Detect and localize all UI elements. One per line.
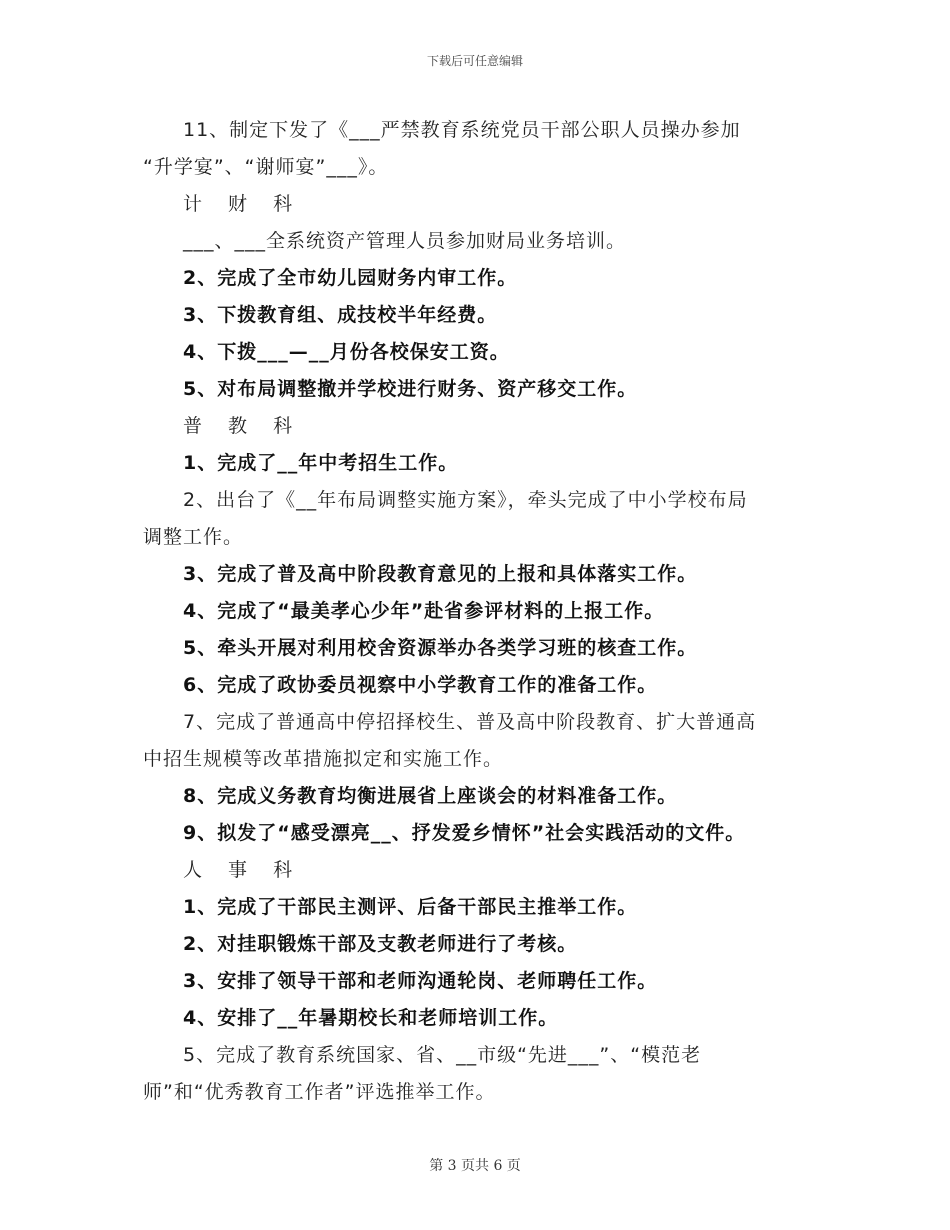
text-line: 3、下拨教育组、成技校半年经费。: [183, 304, 498, 326]
text-line: 4、安排了__年暑期校长和老师培训工作。: [183, 1007, 559, 1029]
text-line: 8、完成义务教育均衡进展省上座谈会的材料准备工作。: [183, 785, 678, 807]
text-line: 调整工作。: [143, 526, 244, 548]
section-heading: 人 事 科: [183, 859, 303, 881]
text-line: 1、完成了干部民主测评、后备干部民主推举工作。: [183, 896, 638, 918]
text-line: 4、下拨___—__月份各校保安工资。: [183, 341, 510, 363]
text-line: 2、对挂职锻炼干部及支教老师进行了考核。: [183, 933, 578, 955]
text-line: 3、完成了普及高中阶段教育意见的上报和具体落实工作。: [183, 563, 698, 585]
text-line: 2、出台了《__年布局调整实施方案》，牵头完成了中小学校布局: [183, 489, 748, 511]
text-line: 中招生规模等改革措施拟定和实施工作。: [143, 748, 504, 770]
text-line: 7、完成了普通高中停招择校生、普及高中阶段教育、扩大普通高: [183, 711, 757, 733]
text-line: 5、对布局调整撤并学校进行财务、资产移交工作。: [183, 378, 638, 400]
text-line: 5、完成了教育系统国家、省、__市级“先进___”、“模范老: [183, 1044, 702, 1066]
text-line: 2、完成了全市幼儿园财务内审工作。: [183, 267, 518, 289]
text-line: 11、制定下发了《___严禁教育系统党员干部公职人员操办参加: [183, 119, 741, 141]
text-line: 师”和“优秀教育工作者”评选推举工作。: [143, 1081, 496, 1103]
document-body: [143, 112, 815, 1111]
text-line: 6、完成了政协委员视察中小学教育工作的准备工作。: [183, 674, 658, 696]
text-line: ___、___全系统资产管理人员参加财局业务培训。: [183, 230, 627, 252]
text-line: 3、安排了领导干部和老师沟通轮岗、老师聘任工作。: [183, 970, 658, 992]
text-line: 4、完成了“最美孝心少年”赴省参评材料的上报工作。: [183, 600, 665, 622]
page-header: 下载后可任意编辑: [426, 54, 523, 68]
page-footer: 第 3 页共 6 页: [429, 1158, 521, 1174]
text-line: “升学宴”、“谢师宴”___》。: [143, 156, 389, 178]
section-heading: 计 财 科: [183, 193, 303, 215]
section-heading: 普 教 科: [183, 415, 303, 437]
text-line: 1、完成了__年中考招生工作。: [183, 452, 459, 474]
text-line: 5、牵头开展对利用校舍资源举办各类学习班的核查工作。: [183, 637, 698, 659]
text-line: 9、拟发了“感受漂亮__、抒发爱乡情怀”社会实践活动的文件。: [183, 822, 746, 844]
